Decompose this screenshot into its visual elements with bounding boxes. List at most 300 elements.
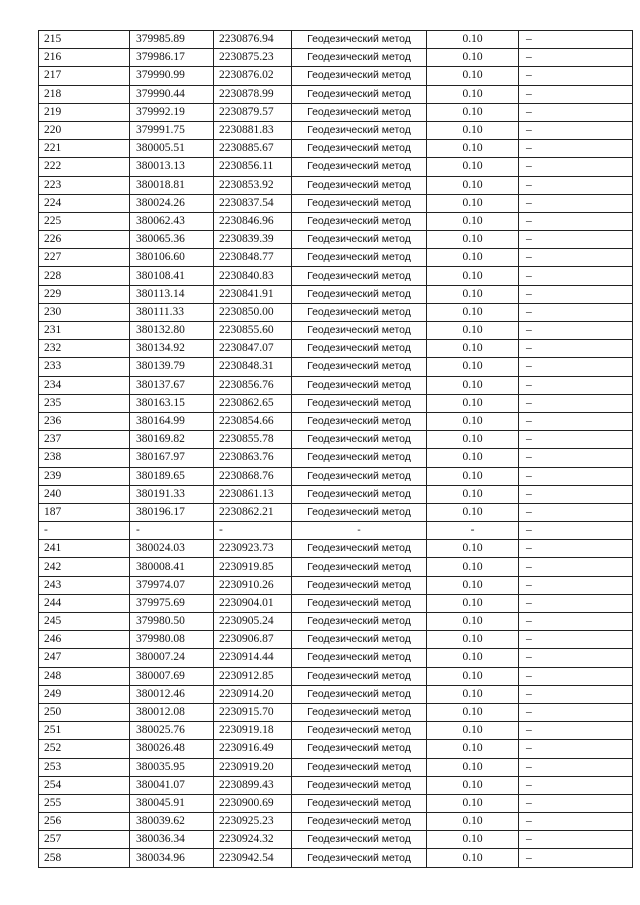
accuracy-cell: 0.10 xyxy=(427,49,519,67)
y-coordinate-cell: 2230924.32 xyxy=(214,831,292,849)
point-number-cell: 216 xyxy=(39,49,130,67)
point-number-cell: 232 xyxy=(39,340,130,358)
note-cell: – xyxy=(519,267,633,285)
x-coordinate-cell: 380039.62 xyxy=(130,813,214,831)
x-coordinate-cell: 379991.75 xyxy=(130,121,214,139)
x-coordinate-cell: 380018.81 xyxy=(130,176,214,194)
method-cell: Геодезический метод xyxy=(292,67,427,85)
note-cell: – xyxy=(519,285,633,303)
x-coordinate-cell: 380189.65 xyxy=(130,467,214,485)
method-cell: Геодезический метод xyxy=(292,613,427,631)
y-coordinate-cell: 2230848.31 xyxy=(214,358,292,376)
point-number-cell: 248 xyxy=(39,667,130,685)
note-cell: – xyxy=(519,249,633,267)
method-cell: Геодезический метод xyxy=(292,685,427,703)
point-number-cell: 236 xyxy=(39,412,130,430)
x-coordinate-cell: 379985.89 xyxy=(130,31,214,49)
table-row xyxy=(39,267,633,285)
method-cell: Геодезический метод xyxy=(292,103,427,121)
x-coordinate-cell: 379980.08 xyxy=(130,631,214,649)
table-row xyxy=(39,285,633,303)
y-coordinate-cell: 2230853.92 xyxy=(214,176,292,194)
table-row xyxy=(39,431,633,449)
table-row xyxy=(39,613,633,631)
note-cell: – xyxy=(519,67,633,85)
method-cell: Геодезический метод xyxy=(292,176,427,194)
note-cell: – xyxy=(519,576,633,594)
note-cell: – xyxy=(519,485,633,503)
note-cell: – xyxy=(519,231,633,249)
y-coordinate-cell: 2230856.76 xyxy=(214,376,292,394)
y-coordinate-cell: 2230847.07 xyxy=(214,340,292,358)
note-cell: – xyxy=(519,140,633,158)
y-coordinate-cell: 2230862.21 xyxy=(214,503,292,521)
point-number-cell: 258 xyxy=(39,849,130,867)
x-coordinate-cell: 380191.33 xyxy=(130,485,214,503)
x-coordinate-cell: 380196.17 xyxy=(130,503,214,521)
point-number-cell: 225 xyxy=(39,212,130,230)
method-cell: Геодезический метод xyxy=(292,576,427,594)
point-number-cell: 222 xyxy=(39,158,130,176)
table-body xyxy=(39,31,633,868)
accuracy-cell: 0.10 xyxy=(427,576,519,594)
y-coordinate-cell: 2230868.76 xyxy=(214,467,292,485)
accuracy-cell: 0.10 xyxy=(427,322,519,340)
accuracy-cell: 0.10 xyxy=(427,831,519,849)
method-cell: Геодезический метод xyxy=(292,558,427,576)
y-coordinate-cell: 2230840.83 xyxy=(214,267,292,285)
method-cell: Геодезический метод xyxy=(292,740,427,758)
method-cell: Геодезический метод xyxy=(292,758,427,776)
point-number-cell: 249 xyxy=(39,685,130,703)
x-coordinate-cell: 380012.08 xyxy=(130,703,214,721)
accuracy-cell: 0.10 xyxy=(427,758,519,776)
point-number-cell: 235 xyxy=(39,394,130,412)
method-cell: Геодезический метод xyxy=(292,212,427,230)
point-number-cell: 229 xyxy=(39,285,130,303)
accuracy-cell: 0.10 xyxy=(427,285,519,303)
note-cell: – xyxy=(519,558,633,576)
accuracy-cell: 0.10 xyxy=(427,794,519,812)
note-cell: – xyxy=(519,431,633,449)
table-row xyxy=(39,158,633,176)
method-cell: Геодезический метод xyxy=(292,649,427,667)
point-number-cell: 243 xyxy=(39,576,130,594)
table-row xyxy=(39,740,633,758)
note-cell: – xyxy=(519,103,633,121)
x-coordinate-cell: 379990.99 xyxy=(130,67,214,85)
method-cell: Геодезический метод xyxy=(292,449,427,467)
method-cell: Геодезический метод xyxy=(292,776,427,794)
method-cell: Геодезический метод xyxy=(292,503,427,521)
method-cell: Геодезический метод xyxy=(292,813,427,831)
x-coordinate-cell: 380062.43 xyxy=(130,212,214,230)
method-cell: Геодезический метод xyxy=(292,249,427,267)
method-cell: Геодезический метод xyxy=(292,140,427,158)
point-number-cell: 240 xyxy=(39,485,130,503)
method-cell: Геодезический метод xyxy=(292,303,427,321)
note-cell: – xyxy=(519,49,633,67)
table-row xyxy=(39,176,633,194)
point-number-cell: 228 xyxy=(39,267,130,285)
method-cell: Геодезический метод xyxy=(292,49,427,67)
table-row xyxy=(39,449,633,467)
note-cell: – xyxy=(519,85,633,103)
accuracy-cell: 0.10 xyxy=(427,85,519,103)
table-row xyxy=(39,467,633,485)
accuracy-cell: 0.10 xyxy=(427,412,519,430)
y-coordinate-cell: 2230925.23 xyxy=(214,813,292,831)
note-cell: – xyxy=(519,449,633,467)
y-coordinate-cell: 2230919.18 xyxy=(214,722,292,740)
method-cell: Геодезический метод xyxy=(292,594,427,612)
point-number-cell: 256 xyxy=(39,813,130,831)
method-cell: Геодезический метод xyxy=(292,340,427,358)
y-coordinate-cell: 2230861.13 xyxy=(214,485,292,503)
note-cell: – xyxy=(519,794,633,812)
note-cell: – xyxy=(519,540,633,558)
note-cell: – xyxy=(519,667,633,685)
point-number-cell: 244 xyxy=(39,594,130,612)
point-number-cell: 239 xyxy=(39,467,130,485)
method-cell: Геодезический метод xyxy=(292,794,427,812)
method-cell: - xyxy=(292,522,427,540)
y-coordinate-cell: 2230841.91 xyxy=(214,285,292,303)
y-coordinate-cell: 2230915.70 xyxy=(214,703,292,721)
point-number-cell: 219 xyxy=(39,103,130,121)
y-coordinate-cell: 2230919.85 xyxy=(214,558,292,576)
accuracy-cell: 0.10 xyxy=(427,31,519,49)
point-number-cell: 241 xyxy=(39,540,130,558)
accuracy-cell: 0.10 xyxy=(427,176,519,194)
x-coordinate-cell: 380007.24 xyxy=(130,649,214,667)
method-cell: Геодезический метод xyxy=(292,467,427,485)
table-row xyxy=(39,685,633,703)
note-cell: – xyxy=(519,503,633,521)
y-coordinate-cell: 2230923.73 xyxy=(214,540,292,558)
accuracy-cell: 0.10 xyxy=(427,558,519,576)
x-coordinate-cell: 380005.51 xyxy=(130,140,214,158)
y-coordinate-cell: 2230863.76 xyxy=(214,449,292,467)
point-number-cell: 242 xyxy=(39,558,130,576)
x-coordinate-cell: 379986.17 xyxy=(130,49,214,67)
accuracy-cell: 0.10 xyxy=(427,212,519,230)
note-cell: – xyxy=(519,594,633,612)
table-row xyxy=(39,576,633,594)
table-row xyxy=(39,594,633,612)
note-cell: – xyxy=(519,31,633,49)
x-coordinate-cell: 380007.69 xyxy=(130,667,214,685)
table-row xyxy=(39,394,633,412)
x-coordinate-cell: 380134.92 xyxy=(130,340,214,358)
table-row xyxy=(39,85,633,103)
method-cell: Геодезический метод xyxy=(292,376,427,394)
point-number-cell: - xyxy=(39,522,130,540)
y-coordinate-cell: 2230855.78 xyxy=(214,431,292,449)
accuracy-cell: 0.10 xyxy=(427,103,519,121)
note-cell: – xyxy=(519,849,633,867)
method-cell: Геодезический метод xyxy=(292,667,427,685)
y-coordinate-cell: 2230856.11 xyxy=(214,158,292,176)
x-coordinate-cell: 380024.03 xyxy=(130,540,214,558)
point-number-cell: 221 xyxy=(39,140,130,158)
method-cell: Геодезический метод xyxy=(292,231,427,249)
note-cell: – xyxy=(519,394,633,412)
accuracy-cell: 0.10 xyxy=(427,121,519,139)
x-coordinate-cell: 380041.07 xyxy=(130,776,214,794)
accuracy-cell: 0.10 xyxy=(427,303,519,321)
point-number-cell: 253 xyxy=(39,758,130,776)
x-coordinate-cell: 380164.99 xyxy=(130,412,214,430)
note-cell: – xyxy=(519,303,633,321)
table-row xyxy=(39,103,633,121)
y-coordinate-cell: 2230879.57 xyxy=(214,103,292,121)
y-coordinate-cell: 2230905.24 xyxy=(214,613,292,631)
x-coordinate-cell: 380169.82 xyxy=(130,431,214,449)
table-row xyxy=(39,703,633,721)
y-coordinate-cell: 2230875.23 xyxy=(214,49,292,67)
table-row xyxy=(39,667,633,685)
y-coordinate-cell: 2230862.65 xyxy=(214,394,292,412)
x-coordinate-cell: 380024.26 xyxy=(130,194,214,212)
point-number-cell: 245 xyxy=(39,613,130,631)
accuracy-cell: 0.10 xyxy=(427,249,519,267)
x-coordinate-cell: 379975.69 xyxy=(130,594,214,612)
y-coordinate-cell: 2230848.77 xyxy=(214,249,292,267)
accuracy-cell: - xyxy=(427,522,519,540)
y-coordinate-cell: 2230912.85 xyxy=(214,667,292,685)
y-coordinate-cell: 2230904.01 xyxy=(214,594,292,612)
point-number-cell: 231 xyxy=(39,322,130,340)
accuracy-cell: 0.10 xyxy=(427,194,519,212)
accuracy-cell: 0.10 xyxy=(427,667,519,685)
note-cell: – xyxy=(519,322,633,340)
accuracy-cell: 0.10 xyxy=(427,503,519,521)
method-cell: Геодезический метод xyxy=(292,631,427,649)
note-cell: – xyxy=(519,358,633,376)
table-row xyxy=(39,813,633,831)
y-coordinate-cell: 2230850.00 xyxy=(214,303,292,321)
note-cell: – xyxy=(519,631,633,649)
x-coordinate-cell: 380111.33 xyxy=(130,303,214,321)
accuracy-cell: 0.10 xyxy=(427,340,519,358)
point-number-cell: 230 xyxy=(39,303,130,321)
note-cell: – xyxy=(519,340,633,358)
accuracy-cell: 0.10 xyxy=(427,467,519,485)
table-row xyxy=(39,340,633,358)
note-cell: – xyxy=(519,685,633,703)
point-number-cell: 252 xyxy=(39,740,130,758)
table-row xyxy=(39,49,633,67)
x-coordinate-cell: 380132.80 xyxy=(130,322,214,340)
note-cell: – xyxy=(519,467,633,485)
point-number-cell: 237 xyxy=(39,431,130,449)
method-cell: Геодезический метод xyxy=(292,267,427,285)
table-row xyxy=(39,121,633,139)
table-row xyxy=(39,540,633,558)
accuracy-cell: 0.10 xyxy=(427,685,519,703)
table-row xyxy=(39,322,633,340)
table-row xyxy=(39,758,633,776)
note-cell: – xyxy=(519,831,633,849)
x-coordinate-cell: 379990.44 xyxy=(130,85,214,103)
y-coordinate-cell: 2230919.20 xyxy=(214,758,292,776)
y-coordinate-cell: 2230876.94 xyxy=(214,31,292,49)
method-cell: Геодезический метод xyxy=(292,722,427,740)
accuracy-cell: 0.10 xyxy=(427,140,519,158)
method-cell: Геодезический метод xyxy=(292,31,427,49)
table-row xyxy=(39,558,633,576)
point-number-cell: 250 xyxy=(39,703,130,721)
method-cell: Геодезический метод xyxy=(292,121,427,139)
table-row xyxy=(39,376,633,394)
table-row xyxy=(39,503,633,521)
y-coordinate-cell: - xyxy=(214,522,292,540)
y-coordinate-cell: 2230839.39 xyxy=(214,231,292,249)
x-coordinate-cell: 380013.13 xyxy=(130,158,214,176)
accuracy-cell: 0.10 xyxy=(427,594,519,612)
accuracy-cell: 0.10 xyxy=(427,722,519,740)
point-number-cell: 234 xyxy=(39,376,130,394)
x-coordinate-cell: 380034.96 xyxy=(130,849,214,867)
y-coordinate-cell: 2230878.99 xyxy=(214,85,292,103)
table-row xyxy=(39,358,633,376)
method-cell: Геодезический метод xyxy=(292,703,427,721)
x-coordinate-cell: 380045.91 xyxy=(130,794,214,812)
y-coordinate-cell: 2230910.26 xyxy=(214,576,292,594)
point-number-cell: 215 xyxy=(39,31,130,49)
x-coordinate-cell: 380163.15 xyxy=(130,394,214,412)
method-cell: Геодезический метод xyxy=(292,849,427,867)
accuracy-cell: 0.10 xyxy=(427,267,519,285)
point-number-cell: 218 xyxy=(39,85,130,103)
table-row xyxy=(39,249,633,267)
x-coordinate-cell: 380026.48 xyxy=(130,740,214,758)
point-number-cell: 247 xyxy=(39,649,130,667)
note-cell: – xyxy=(519,158,633,176)
table-row xyxy=(39,522,633,540)
y-coordinate-cell: 2230854.66 xyxy=(214,412,292,430)
coordinates-table xyxy=(38,30,633,868)
x-coordinate-cell: 379992.19 xyxy=(130,103,214,121)
accuracy-cell: 0.10 xyxy=(427,703,519,721)
y-coordinate-cell: 2230942.54 xyxy=(214,849,292,867)
note-cell: – xyxy=(519,813,633,831)
note-cell: – xyxy=(519,740,633,758)
table-row xyxy=(39,794,633,812)
table-row xyxy=(39,67,633,85)
point-number-cell: 187 xyxy=(39,503,130,521)
accuracy-cell: 0.10 xyxy=(427,776,519,794)
point-number-cell: 254 xyxy=(39,776,130,794)
table-row xyxy=(39,831,633,849)
x-coordinate-cell: 380035.95 xyxy=(130,758,214,776)
point-number-cell: 255 xyxy=(39,794,130,812)
y-coordinate-cell: 2230899.43 xyxy=(214,776,292,794)
accuracy-cell: 0.10 xyxy=(427,67,519,85)
table-row xyxy=(39,631,633,649)
y-coordinate-cell: 2230876.02 xyxy=(214,67,292,85)
method-cell: Геодезический метод xyxy=(292,85,427,103)
note-cell: – xyxy=(519,376,633,394)
table-row xyxy=(39,31,633,49)
x-coordinate-cell: 380106.60 xyxy=(130,249,214,267)
accuracy-cell: 0.10 xyxy=(427,158,519,176)
point-number-cell: 217 xyxy=(39,67,130,85)
y-coordinate-cell: 2230837.54 xyxy=(214,194,292,212)
note-cell: – xyxy=(519,412,633,430)
x-coordinate-cell: 380036.34 xyxy=(130,831,214,849)
table-row xyxy=(39,412,633,430)
point-number-cell: 257 xyxy=(39,831,130,849)
x-coordinate-cell: 380025.76 xyxy=(130,722,214,740)
table-row xyxy=(39,194,633,212)
table-row xyxy=(39,231,633,249)
table-row xyxy=(39,303,633,321)
accuracy-cell: 0.10 xyxy=(427,394,519,412)
table-row xyxy=(39,212,633,230)
x-coordinate-cell: - xyxy=(130,522,214,540)
point-number-cell: 226 xyxy=(39,231,130,249)
x-coordinate-cell: 379974.07 xyxy=(130,576,214,594)
y-coordinate-cell: 2230846.96 xyxy=(214,212,292,230)
y-coordinate-cell: 2230881.83 xyxy=(214,121,292,139)
accuracy-cell: 0.10 xyxy=(427,358,519,376)
accuracy-cell: 0.10 xyxy=(427,231,519,249)
table-row xyxy=(39,649,633,667)
note-cell: – xyxy=(519,194,633,212)
x-coordinate-cell: 380108.41 xyxy=(130,267,214,285)
accuracy-cell: 0.10 xyxy=(427,631,519,649)
x-coordinate-cell: 380012.46 xyxy=(130,685,214,703)
note-cell: – xyxy=(519,776,633,794)
method-cell: Геодезический метод xyxy=(292,322,427,340)
y-coordinate-cell: 2230906.87 xyxy=(214,631,292,649)
method-cell: Геодезический метод xyxy=(292,158,427,176)
note-cell: – xyxy=(519,722,633,740)
accuracy-cell: 0.10 xyxy=(427,540,519,558)
method-cell: Геодезический метод xyxy=(292,485,427,503)
point-number-cell: 224 xyxy=(39,194,130,212)
table-row xyxy=(39,722,633,740)
note-cell: – xyxy=(519,212,633,230)
method-cell: Геодезический метод xyxy=(292,831,427,849)
method-cell: Геодезический метод xyxy=(292,412,427,430)
accuracy-cell: 0.10 xyxy=(427,485,519,503)
method-cell: Геодезический метод xyxy=(292,431,427,449)
note-cell: – xyxy=(519,522,633,540)
table-row xyxy=(39,485,633,503)
x-coordinate-cell: 380137.67 xyxy=(130,376,214,394)
note-cell: – xyxy=(519,176,633,194)
y-coordinate-cell: 2230914.20 xyxy=(214,685,292,703)
accuracy-cell: 0.10 xyxy=(427,431,519,449)
x-coordinate-cell: 380113.14 xyxy=(130,285,214,303)
table-row xyxy=(39,849,633,867)
y-coordinate-cell: 2230916.49 xyxy=(214,740,292,758)
x-coordinate-cell: 380139.79 xyxy=(130,358,214,376)
y-coordinate-cell: 2230900.69 xyxy=(214,794,292,812)
note-cell: – xyxy=(519,121,633,139)
accuracy-cell: 0.10 xyxy=(427,376,519,394)
note-cell: – xyxy=(519,649,633,667)
note-cell: – xyxy=(519,703,633,721)
accuracy-cell: 0.10 xyxy=(427,613,519,631)
note-cell: – xyxy=(519,613,633,631)
method-cell: Геодезический метод xyxy=(292,194,427,212)
point-number-cell: 251 xyxy=(39,722,130,740)
x-coordinate-cell: 380008.41 xyxy=(130,558,214,576)
